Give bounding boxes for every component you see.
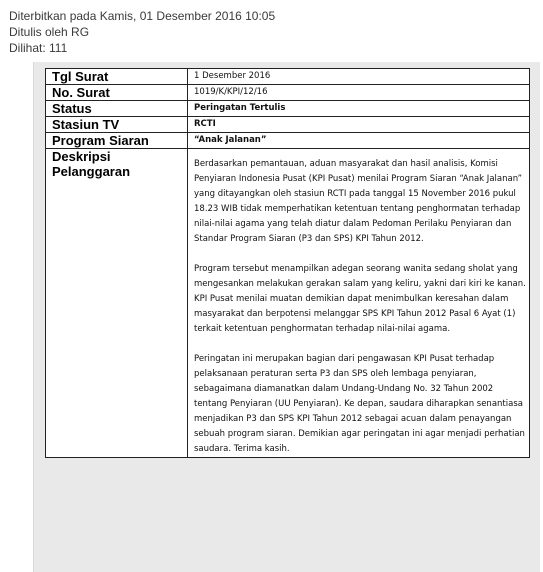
published-date: Diterbitkan pada Kamis, 01 Desember 2016 10:05 (9, 9, 276, 23)
label-deskripsi-line2: Pelanggaran (52, 164, 131, 179)
table-row (46, 85, 530, 101)
label-tgl-surat: Tgl Surat (46, 69, 188, 85)
table-row (46, 69, 530, 85)
value-status: Peringatan Tertulis (188, 101, 530, 117)
label-deskripsi-pelanggaran (46, 149, 188, 458)
value-stasiun-tv: RCTI (188, 117, 530, 133)
violation-description (188, 149, 530, 458)
label-program-siaran: Program Siaran (46, 133, 188, 149)
table-row (46, 133, 530, 149)
author-line: Ditulis oleh RG (9, 25, 90, 39)
article-meta (9, 8, 275, 56)
description-paragraph-3: Peringatan ini merupakan bagian dari pengawasan KPI Pusat terhadap pelaksanaan peraturan serta P3 dan SPS oleh lembaga penyiaran, sebagaimana diamanatkan dalam Undang-Undang No. 32 Tahun 2002 tentang Penyiaran (UU Penyiaran). Ke depan, saudara diharapkan senantiasa menjadikan P3 dan SPS KPI Tahun 2012 sebagai acuan dalam penayangan sebuah program siaran. Demikian agar peringatan ini agar menjadi perhatian saudara. Terima kasih. (194, 354, 525, 454)
value-tgl-surat: 1 Desember 2016 (188, 69, 530, 85)
label-no-surat: No. Surat (46, 85, 188, 101)
label-deskripsi-line1: Deskripsi (52, 149, 111, 164)
description-paragraph-1: Berdasarkan pemantauan, aduan masyarakat dan hasil analisis, Komisi Penyiaran Indonesia Pusat (KPI Pusat) menilai Program Siaran “Anak Jalanan” yang ditayangkan oleh stasiun RCTI pada tanggal 15 November 2016 pukul 18.23 WIB tidak memperhatikan ketentuan tentang penghormatan terhadap nilai-nilai agama yang telah diatur dalam Pedoman Perilaku Penyiaran dan Standar Program Siaran (P3 dan SPS) KPI Tahun 2012. (194, 159, 523, 244)
table-row (46, 117, 530, 133)
table-row (46, 149, 530, 458)
table-row (46, 101, 530, 117)
description-paragraph-2: Program tersebut menampilkan adegan seorang wanita sedang sholat yang mengesankan melakukan gerakan salam yang keliru, yakni dari kiri ke kanan. KPI Pusat menilai muatan demikian dapat menimbulkan keresahan dalam masyarakat dan berpotensi melanggar SPS KPI Tahun 2012 Pasal 6 Ayat (1) terkait ketentuan penghormatan terhadap nilai-nilai agama. (194, 264, 526, 334)
warning-letter-table (45, 68, 530, 458)
label-status: Status (46, 101, 188, 117)
value-no-surat: 1019/K/KPI/12/16 (188, 85, 530, 101)
value-program-siaran: “Anak Jalanan” (188, 133, 530, 149)
view-count: Dilihat: 111 (9, 41, 68, 55)
label-stasiun-tv: Stasiun TV (46, 117, 188, 133)
